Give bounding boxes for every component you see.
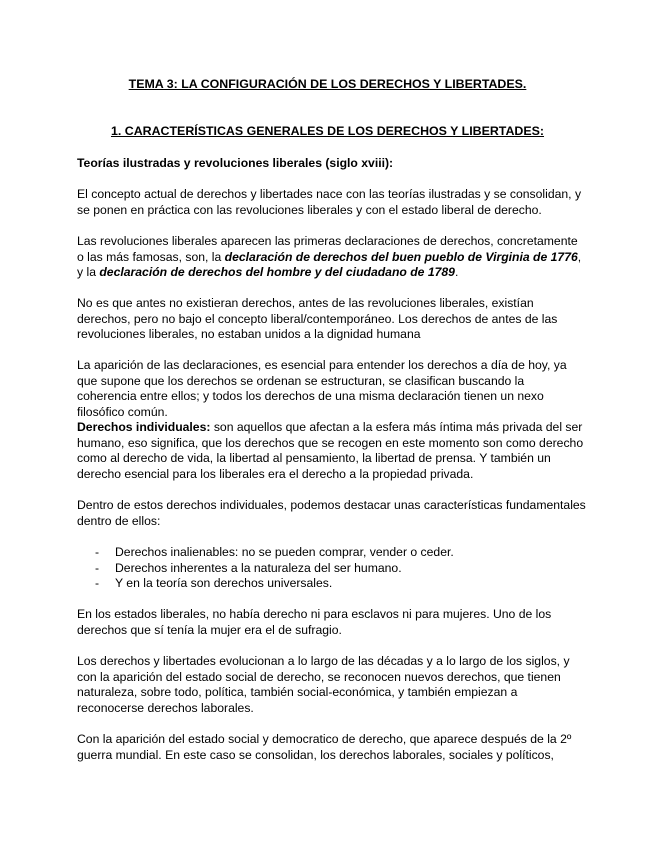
virginia-declaration: declaración de derechos del buen pueblo de Virginia de 1776 <box>224 249 578 264</box>
list-dash: - <box>95 545 100 559</box>
paragraph-2-mid: , y la <box>77 249 582 280</box>
paragraph-8: Los derechos y libertades evolucionan a lo largo de las décadas y a lo largo de los siglos, y con la aparición del estado social de derecho, se reconocen nuevos derechos, que tienen naturaleza, sobre todo, política, también social-económica, y también empiezan a reconocerse derechos laborales. <box>77 654 570 715</box>
document-title: TEMA 3: LA CONFIGURACIÓN DE LOS DERECHOS Y LIBERTADES. <box>128 77 527 91</box>
characteristics-list <box>77 545 587 592</box>
paragraph-7: En los estados liberales, no había derecho ni para esclavos ni para mujeres. Uno de los derechos que sí tenía la mujer era el de sufragio. <box>77 607 552 637</box>
paragraph-2 <box>77 234 587 281</box>
paragraph-4: La aparición de las declaraciones, es esencial para entender los derechos a día de hoy, ya que supone que los derechos se ordenan se estructuran, se clasifican buscando la coherencia entre ellos; y todos los derechos de una misma declaración tienen un nexo filosófico común. <box>77 358 567 419</box>
section-title: 1. CARACTERÍSTICAS GENERALES DE LOS DERECHOS Y LIBERTADES: <box>110 124 545 138</box>
list-item: - Y en la teoría son derechos universales. <box>95 576 333 591</box>
paragraph-2-pre: Las revoluciones liberales aparecen las primeras declaraciones de derechos, concretamente o las más famosas, son, la <box>77 234 578 264</box>
list-item: - Derechos inalienables: no se pueden comprar, vender o ceder. <box>95 545 454 559</box>
subheading: Teorías ilustradas y revoluciones liberales (siglo xviii): <box>77 156 394 170</box>
list-item: - Derechos inherentes a la naturaleza del ser humano. <box>95 560 402 575</box>
paragraph-3: No es que antes no existieran derechos, antes de las revoluciones liberales, existían derechos, pero no bajo el concepto liberal/contemporáneo. Los derechos de antes de las revoluciones liberales, no estaban unidos a la dignidad humana <box>77 296 558 342</box>
paragraph-9: Con la aparición del estado social y democratico de derecho, que aparece después de la 2º guerra mundial. En este caso se consolidan, los derechos laborales, sociales y políticos, <box>77 732 572 762</box>
paragraph-1: El concepto actual de derechos y libertades nace con las teorías ilustradas y se consolidan, y se ponen en práctica con las revoluciones liberales y con el estado liberal de derecho. <box>77 187 582 217</box>
list-dash: - <box>95 560 100 575</box>
paragraph-6: Dentro de estos derechos individuales, podemos destacar unas características fundamentales dentro de ellos: <box>77 498 586 528</box>
list-dash: - <box>95 576 100 591</box>
french-declaration: declaración de derechos del hombre y del ciudadano de 1789 <box>99 265 455 280</box>
paragraph-2-end: . <box>454 265 459 280</box>
paragraph-5 <box>77 420 587 482</box>
paragraph-5-text: son aquellos que afectan a la esfera más íntima más privada del ser humano, eso significa, que los derechos que se recogen en este momento son como derecho como al derecho de vida, la libertad al pensamiento, la libertad de prensa. Y también un derecho esencial para los liberales era el derecho a la propiedad privada. <box>77 420 584 481</box>
individual-rights-label: Derechos individuales: <box>77 420 211 434</box>
